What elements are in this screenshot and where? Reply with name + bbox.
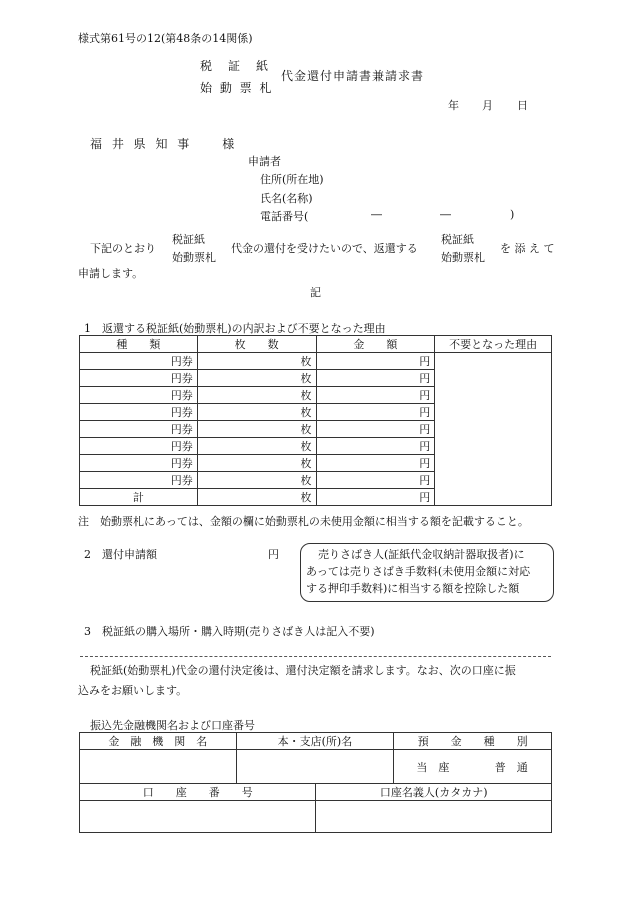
cell-amount[interactable]: 円 [316,421,435,438]
cell-amount[interactable]: 円 [316,353,435,370]
deposit-type-ordinary[interactable]: 普 通 [472,750,552,784]
account-holder-field[interactable] [316,801,552,833]
body-stack1-b: 始動票札 [172,251,216,264]
cell-type[interactable]: 円券 [80,472,198,489]
cell-count[interactable]: 枚 [197,472,316,489]
bank-section-title: 振込先金融機関名および口座番号 [90,719,255,732]
account-holder-header: 口座名義人(カタカナ) [316,784,552,801]
cell-type[interactable]: 円券 [80,404,198,421]
date-day: 日 [517,99,528,112]
branch-header: 本・支店(所)名 [236,733,394,750]
date-month: 月 [482,99,493,112]
addressee: 福 井 県 知 事 様 [90,137,238,151]
brace-line-2: あっては売りさばき手数料(未使用金額に対応 [306,565,531,578]
date-year: 年 [448,99,459,112]
section2-unit: 円 [268,548,279,561]
breakdown-table [79,335,552,506]
phone-separator-1: ― [371,208,382,221]
brace-line-3: する押印手数料)に相当する額を控除した額 [306,582,520,595]
title-stack-1: 税 証 紙 [200,59,271,73]
phone-separator-2: ― [440,208,451,221]
total-label: 計 [80,489,198,506]
bank-name-header: 金 融 機 関 名 [80,733,237,750]
cell-count[interactable]: 枚 [197,455,316,472]
deposit-type-checking[interactable]: 当 座 [394,750,472,784]
branch-field[interactable] [236,750,394,784]
header-type: 種 類 [80,336,198,353]
deposit-type-header: 預 金 種 別 [394,733,552,750]
bank-table [79,732,552,833]
cell-type[interactable]: 円券 [80,455,198,472]
cell-amount[interactable]: 円 [316,387,435,404]
section2-title: 2 還付申請額 [84,548,157,561]
section1-title: 1 返還する税証紙(始動票札)の内訳および不要となった理由 [84,322,386,335]
table-header-row [80,336,552,353]
account-number-field[interactable] [80,801,316,833]
total-count[interactable]: 枚 [197,489,316,506]
cell-count[interactable]: 枚 [197,353,316,370]
phone-close: ) [510,208,515,221]
cell-amount[interactable]: 円 [316,370,435,387]
account-number-header: 口 座 番 号 [80,784,316,801]
cut-line [80,656,551,657]
cell-type[interactable]: 円券 [80,387,198,404]
header-amount: 金 額 [316,336,435,353]
request-line-1: 税証紙(始動票札)代金の還付決定後は、還付決定額を請求します。なお、次の口座に振 [90,664,516,677]
cell-amount[interactable]: 円 [316,438,435,455]
cell-count[interactable]: 枚 [197,370,316,387]
reason-cell[interactable] [435,353,552,506]
applicant-label: 申請者 [248,155,281,168]
body-line2: 申請します。 [78,267,144,280]
applicant-name: 氏名(名称) [260,192,313,205]
body-post: を 添 え て [500,242,555,255]
body-stack1-a: 税証紙 [172,233,205,246]
cell-count[interactable]: 枚 [197,387,316,404]
request-line-2: 込みをお願いします。 [78,684,188,697]
table-row [80,353,552,370]
title-stack-2: 始 動 票 札 [200,81,274,95]
cell-type[interactable]: 円券 [80,370,198,387]
form-title: 代金還付申請書兼請求書 [281,69,425,83]
cell-type[interactable]: 円券 [80,421,198,438]
ki-marker: 記 [310,286,321,299]
cell-type[interactable]: 円券 [80,353,198,370]
header-count: 枚 数 [197,336,316,353]
cell-amount[interactable]: 円 [316,472,435,489]
table-note: 注 始動票札にあっては、金額の欄に始動票札の未使用金額に相当する額を記載すること。 [78,515,529,528]
applicant-address: 住所(所在地) [260,173,324,186]
body-stack2-a: 税証紙 [441,233,474,246]
bank-name-field[interactable] [80,750,237,784]
cell-count[interactable]: 枚 [197,421,316,438]
body-pre: 下記のとおり [90,242,156,255]
cell-count[interactable]: 枚 [197,404,316,421]
cell-count[interactable]: 枚 [197,438,316,455]
cell-amount[interactable]: 円 [316,404,435,421]
section3-title: 3 税証紙の購入場所・購入時期(売りさばき人は記入不要) [84,625,375,638]
cell-type[interactable]: 円券 [80,438,198,455]
total-amount[interactable]: 円 [316,489,435,506]
cell-amount[interactable]: 円 [316,455,435,472]
body-stack2-b: 始動票札 [441,251,485,264]
brace-line-1: 売りさばき人(証紙代金収納計器取扱者)に [318,548,525,561]
form-id: 様式第61号の12(第48条の14関係) [78,32,253,45]
body-mid: 代金の還付を受けたいので、返還する [231,242,418,255]
header-reason: 不要となった理由 [435,336,552,353]
applicant-phone-label: 電話番号( [260,210,309,223]
